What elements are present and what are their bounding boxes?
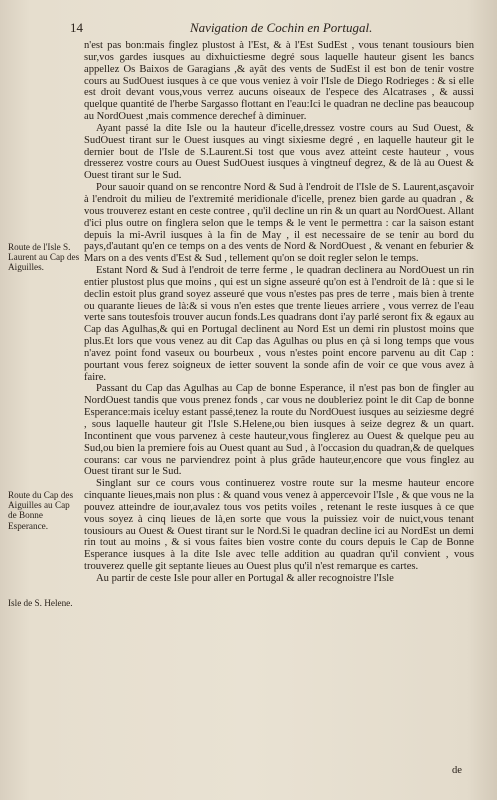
running-title: Navigation de Cochin en Portugal.	[190, 20, 373, 35]
page-number: 14	[70, 20, 83, 35]
paragraph: Pour sauoir quand on se rencontre Nord & Sud à l'endroit de l'Isle de S. Laurent,asçavoir à l'endroit du milieu de l'extremité meridionale d'icelle, prenez bien garde au quadran , & vous trouverez estant en ceste contree , qu'il decline un rin & un quart au NordOuest. Allant d'ici plus outre on finglera selon que le temps & le vent le permettra : car la saison estant depuis la mi-Avril iusques à la fin de May , il est necessaire de se tenir au bord du pays,d'autant qu'en ce temps on a des vents de Nord & NordOuest , & venant en feburier & Mars on a des vents d'Est & Sud , tellement qu'on se doit regler selon le temps.	[84, 182, 474, 265]
margin-note-route-st-laurent: Route de l'Isle S. Laurent au Cap des Aiguilles.	[8, 242, 80, 273]
margin-note-isle-st-helene: Isle de S. Helene.	[8, 598, 73, 608]
paragraph: Singlant sur ce cours vous continuerez vostre route sur la mesme hauteur encore cinquante lieues,mais non plus : & quand vous venez à appercevoir l'Isle , & que vous ne la pouvez atteindre de iour,avalez tous vos petits voiles , retenant le reste iusques à ce que vous soyez à cinq lieues de là,en sorte que vous la puissiez voir de nuict,vous tenant tousiours au Ouest & Ouest tirant sur le Nord.Si le quadran decline ici au NordEst un demi rin tout au moins , & si vous faites bien vostre conte du cours depuis le Cap de Bonne Esperance iusques à la dite Isle avec telle addition au quadran qu'il convient , vous trouverez quelle git septante lieues au Ouest plus qu'il n'est remarque es cartes.	[84, 478, 474, 573]
paragraph: Estant Nord & Sud à l'endroit de terre ferme , le quadran declinera au NordOuest un rin entier plustost plus que moins , qui est un signe asseuré qu'on est à l'endroit de là : que si le declin estoit plus grand soyez asseuré que vous n'estes pas pres de terre , mais bien à trente ou quarante lieues de là:& si vous n'en estes que trente lieues arriere , vous verrez de l'eau verte sans toutesfois trouver aucun fonds.Les quadrans dont i'ay parlé seront fix & egaux au Cap das Agulhas,& qui en Portugal declinent au Nord Est un demi rin plustost moins que plus.Et lors que vous venez au dit Cap das Agulhas ou plus en çà si long temps que vous n'avez point fond vaseux ou bourbeux , vous n'estes point encore parvenu au dit Cap : pourtant vous ferez soigneux de ietter souvent la sonde afin de voir ce que vous avez à faire.	[84, 265, 474, 383]
page-header	[70, 20, 470, 38]
body-text	[84, 40, 474, 585]
paragraph: Au partir de ceste Isle pour aller en Portugal & aller recognoistre l'Isle	[96, 572, 394, 584]
paragraph: Passant du Cap das Agulhas au Cap de bonne Esperance, il n'est pas bon de fingler au NordOuest tandis que vous prenez fonds , car vous ne doubleriez point le dit Cap de bonne Esperance:mais iceluy estant passé,tenez la route du NordOuest iusques au seiziesme degré , sous laquelle hauteur git l'Isle S.Helene,ou bien iusques à seize degrez & un quart. Incontinent que vous parvenez à ceste hauteur,vous finglerez au Ouest & quelque peu au Sud,ou bien la premiere fois au Ouest quant au Sud , à l'occasion du quadran,& de quelques courans: car vous ne parviendrez point à plus grãde hauteur,encore que vous finglez au Ouest tirant sur le Sud.	[84, 383, 474, 478]
paragraph: Ayant passé la dite Isle ou la hauteur d'icelle,dressez vostre cours au Sud Ouest, & SudOuest tirant sur le Ouest iusques au vingt sixiesme degré , en laquelle hauteur git le dernier bout de l'Isle de S.Laurent.Si tost que vous avez atteint ceste hauteur , vous dresserez vostre cours au Ouest SudOuest iusques à vingtneuf degrez, & de là au Ouest & Ouest tirant sur le Sud.	[84, 122, 474, 182]
margin-note-route-cap-aiguilles: Route du Cap des Aiguilles au Cap de Bonne Esperance.	[8, 490, 74, 531]
paragraph: n'est pas bon:mais finglez plustost à l'Est, & à l'Est SudEst , vous tenant tousiours bien sur,vos gardes iusques au dixhuictiesme degré sous laquelle hauteur gisent les bancs appellez Os Baixos de Garagians ,& ayãt des vents de SudEst il est bon de tenir vostre cours au SudOuest iusques à ce que vous veniez à voir l'Isle de Diego Rodrieges : & si elle est droit devant vous,vous verrez aucuns oiseaux de l'espece des Alcatrases , & aussi quelque quantité de l'herbe Sargasso flottant en l'eau:Ici le quadran ne decline pas beaucoup au NordOuest ,mais commence derechef à diminuer.	[84, 40, 474, 123]
catchword: de	[452, 765, 462, 776]
